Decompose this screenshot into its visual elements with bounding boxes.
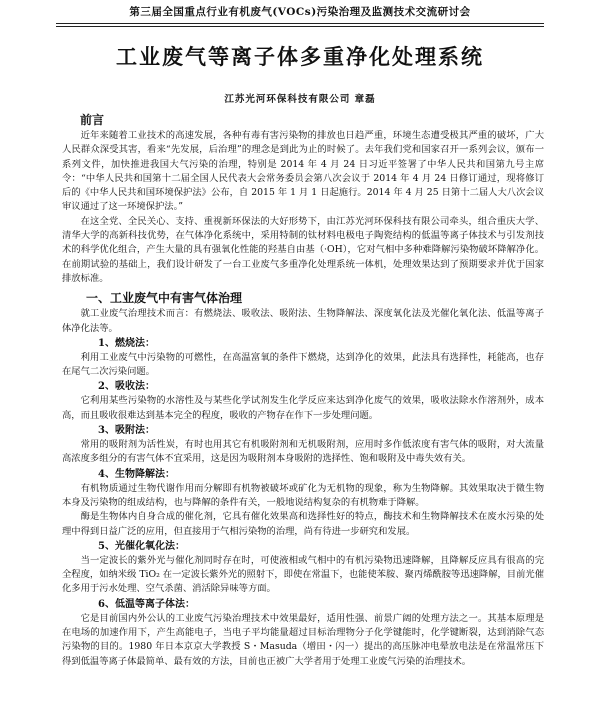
running-header: 第三届全国重点行业有机废气(VOCs)污染治理及监测技术交流研讨会: [129, 6, 471, 18]
intro-paragraph-2: 在这全党、全民关心、支持、重视新环保法的大好形势下，由江苏光河环保科技有限公司牵头，组合重庆大学、清华大学的高新科技优势，在气体净化系统中，采用特制的钛材料电极电子陶瓷结构的低温等离子体技术与引发剂技术的科学优化组合，产生大量的具有强氧化性能的羟基自由基（·OH），它对气相中多种难降解污染物破坏降解净化。在前期试验的基础上，我们设计研发了一台工业废气多重净化处理系统一体机，处理效果达到了预期要求并优于国家排放标准。: [62, 215, 544, 284]
section-1-lead: 就工业废气治理技术而言：有燃烧法、吸收法、吸附法、生物降解法、深度氧化法及光催化氧化法、低温等离子体净化法等。: [62, 308, 544, 334]
method-6-title: 6、低温等离子体法：: [98, 598, 195, 610]
method-4-title: 4、生物降解法：: [98, 468, 175, 480]
paper-title: 工业废气等离子体多重净化处理系统: [116, 44, 484, 69]
paper-body: [62, 111, 544, 669]
header-rule-top: [56, 23, 544, 24]
method-1-title: 1、燃烧法：: [98, 337, 155, 349]
method-6-text: 它是目前国内外公认的工业废气污染治理技术中效果最好，适用性强、前景广阔的处理方法之一。其基本原理是在电场的加速作用下，产生高能电子，当电子平均能量超过目标治理物分子化学键能时，化学键断裂，达到消除气态污染物的目的。1980 年日本京京大学教授 S・Masuda（增田・闪一）提出的高压脉冲电晕放电法是在常温常压下得到低温等离子体最简单、最有效的方法，目前也正被广大学者用于处理工业废气污染的治理技术。: [62, 612, 544, 667]
method-2-title: 2、吸收法：: [98, 381, 155, 393]
method-3-text: 常用的吸附剂为活性炭，有时也用其它有机吸附剂和无机吸附剂，应用时多作低浓度有害气体的吸附，对大流量高浓度多组分的有害气体不宜采用，这是因为吸附剂本身吸附的选择性、饱和吸附及中毒失效有关。: [62, 439, 544, 465]
intro-heading: 前言: [80, 113, 105, 127]
method-4-text-2: 酶是生物体内自身合成的催化剂，它具有催化效果高和选择性好的特点，酶技术和生物降解技术在废水污染的处理中得到日益广泛的应用，但直接用于气相污染物的治理，尚有待进一步研究和发展。: [62, 511, 544, 537]
intro-paragraph-1: 近年来随着工业技术的高速发展，各种有毒有害污染物的排放也日趋严重，环境生态遭受极其严重的破坏，广大人民群众深受其害，看来“先发展，后治理”的理念是到此为止的时候了。去年我们党和国家召开一系列会议，颁布一系列文件，加快推进我国大气污染的治理，特别是 2014 年 4 月 24 日习近平签署了中华人民共和国第九号主席令：“中华人民共和国第十二届全国人民代表大会常务委员会第八次会议于 2014 年 4 月 24 日修订通过，现将修订后的《中华人民共和国环境保护法》公布，自 2015 年 1 月 1 日起施行。2014 年 4 月 25 日第十二届人大八次会议审议通过了这一环境保护法。”: [62, 130, 544, 213]
method-1-text: 利用工业废气中污染物的可燃性，在高温富氧的条件下燃烧，达到净化的效果，此法具有选择性，耗能高，也存在尾气二次污染问题。: [62, 351, 544, 378]
method-4-text-1: 有机物质通过生物代谢作用而分解即有机物被破坏或矿化为无机物的现象，称为生物降解。其效果取决于微生物本身及污染物的组成结构，也与降解的条件有关，一般地说结构复杂的有机物难于降解。: [62, 482, 544, 508]
header-rule-bottom: [56, 26, 544, 27]
section-1-heading: 一、工业废气中有害气体治理: [86, 291, 243, 306]
method-3-title: 3、吸附法：: [98, 425, 155, 437]
method-5-text: 当一定波长的紫外光与催化剂同时存在时，可使液相或气相中的有机污染物迅速降解，且降解反应具有很高的完全程度，如纳米级 TiO₂ 在一定波长紫外光的照射下，即使在常温下，也能使苯胺、聚丙烯酰胺等迅速降解，目前光催化多用于污水处理、空气杀菌、消活除异味等方面。: [62, 554, 544, 595]
author-line: 江苏光河环保科技有限公司 章磊: [224, 94, 376, 105]
method-2-text: 它利用某些污染物的水溶性及与某些化学试剂发生化学反应来达到净化废气的效果，吸收法除水作溶剂外，成本高，而且吸收很难达到基本完全的程度，吸收的产物存在作下一步处理问题。: [62, 395, 544, 421]
method-5-title: 5、光催化氧化法：: [98, 540, 185, 552]
